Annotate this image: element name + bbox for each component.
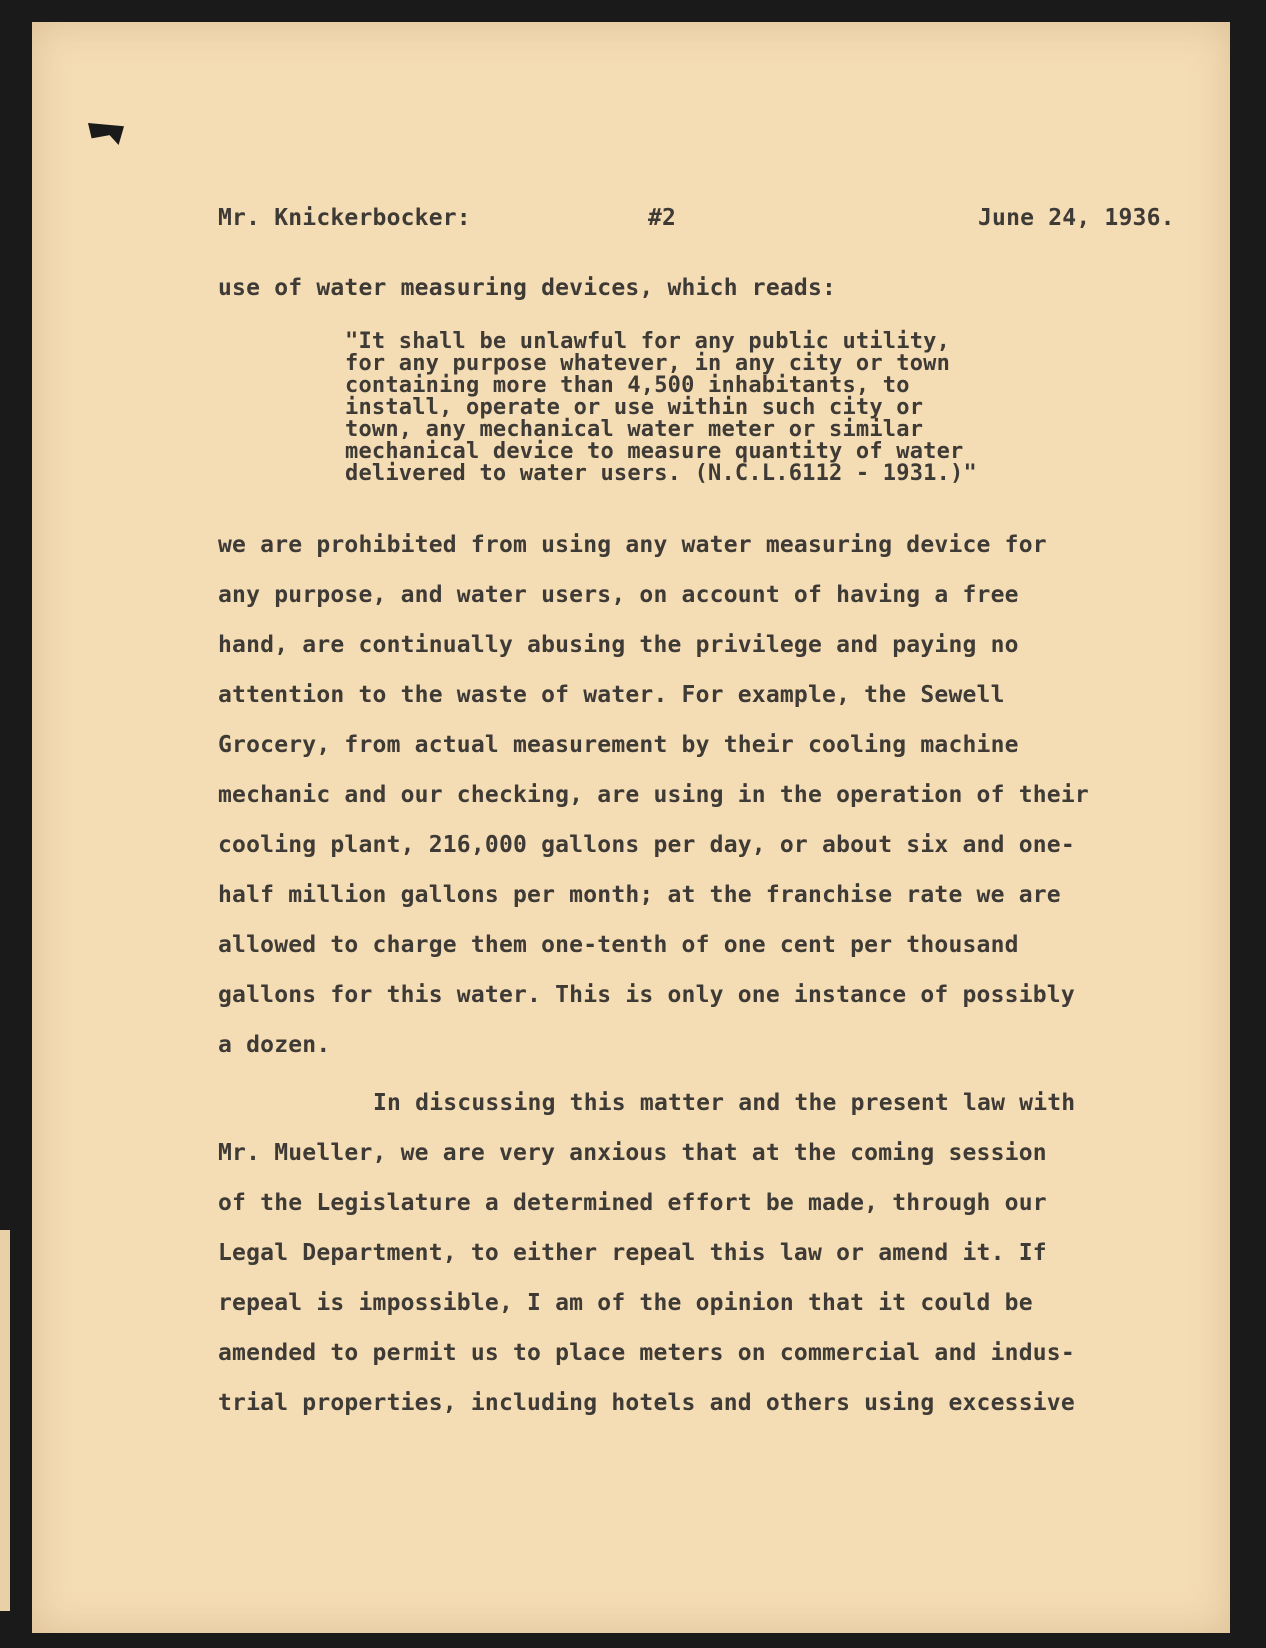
- quote-line: mechanical device to measure quantity of water: [345, 439, 964, 464]
- body-line: In discussing this matter and the present law with: [373, 1090, 1076, 1116]
- quote-line: for any purpose whatever, in any city or town: [345, 351, 951, 376]
- body-line: cooling plant, 216,000 gallons per day, or about six and one-: [218, 832, 1075, 858]
- body-line: hand, are continually abusing the privilege and paying no: [218, 632, 1019, 658]
- body-line: amended to permit us to place meters on commercial and indus-: [218, 1340, 1075, 1366]
- quote-line: delivered to water users. (N.C.L.6112 - 1931.)": [345, 461, 977, 486]
- letter-date: June 24, 1936.: [978, 205, 1175, 231]
- quote-line: "It shall be unlawful for any public utility,: [345, 329, 951, 354]
- quote-line: town, any mechanical water meter or similar: [345, 417, 924, 442]
- body-line: any purpose, and water users, on account of having a free: [218, 582, 1019, 608]
- page-number: #2: [648, 205, 677, 231]
- body-line: allowed to charge them one-tenth of one cent per thousand: [218, 932, 1019, 958]
- body-line: a dozen.: [218, 1032, 331, 1058]
- body-line: Grocery, from actual measurement by their cooling machine: [218, 732, 1019, 758]
- body-line: we are prohibited from using any water measuring device for: [218, 532, 1047, 558]
- quote-line: containing more than 4,500 inhabitants, to: [345, 373, 910, 398]
- body-line: attention to the waste of water. For example, the Sewell: [218, 682, 1005, 708]
- page-edge-strip: [0, 1230, 10, 1611]
- body-line: half million gallons per month; at the franchise rate we are: [218, 882, 1061, 908]
- body-line: of the Legislature a determined effort be made, through our: [218, 1190, 1047, 1216]
- body-line: mechanic and our checking, are using in the operation of their: [218, 782, 1089, 808]
- body-line: Mr. Mueller, we are very anxious that at the coming session: [218, 1140, 1047, 1166]
- body-line: gallons for this water. This is only one instance of possibly: [218, 982, 1075, 1008]
- letter-header: [0, 205, 1266, 235]
- body-line: trial properties, including hotels and others using excessive: [218, 1390, 1075, 1416]
- addressee: Mr. Knickerbocker:: [218, 205, 471, 231]
- quote-line: install, operate or use within such city or: [345, 395, 924, 420]
- intro-line: use of water measuring devices, which reads:: [218, 275, 837, 301]
- body-line: repeal is impossible, I am of the opinion that it could be: [218, 1290, 1033, 1316]
- body-line: Legal Department, to either repeal this law or amend it. If: [218, 1240, 1047, 1266]
